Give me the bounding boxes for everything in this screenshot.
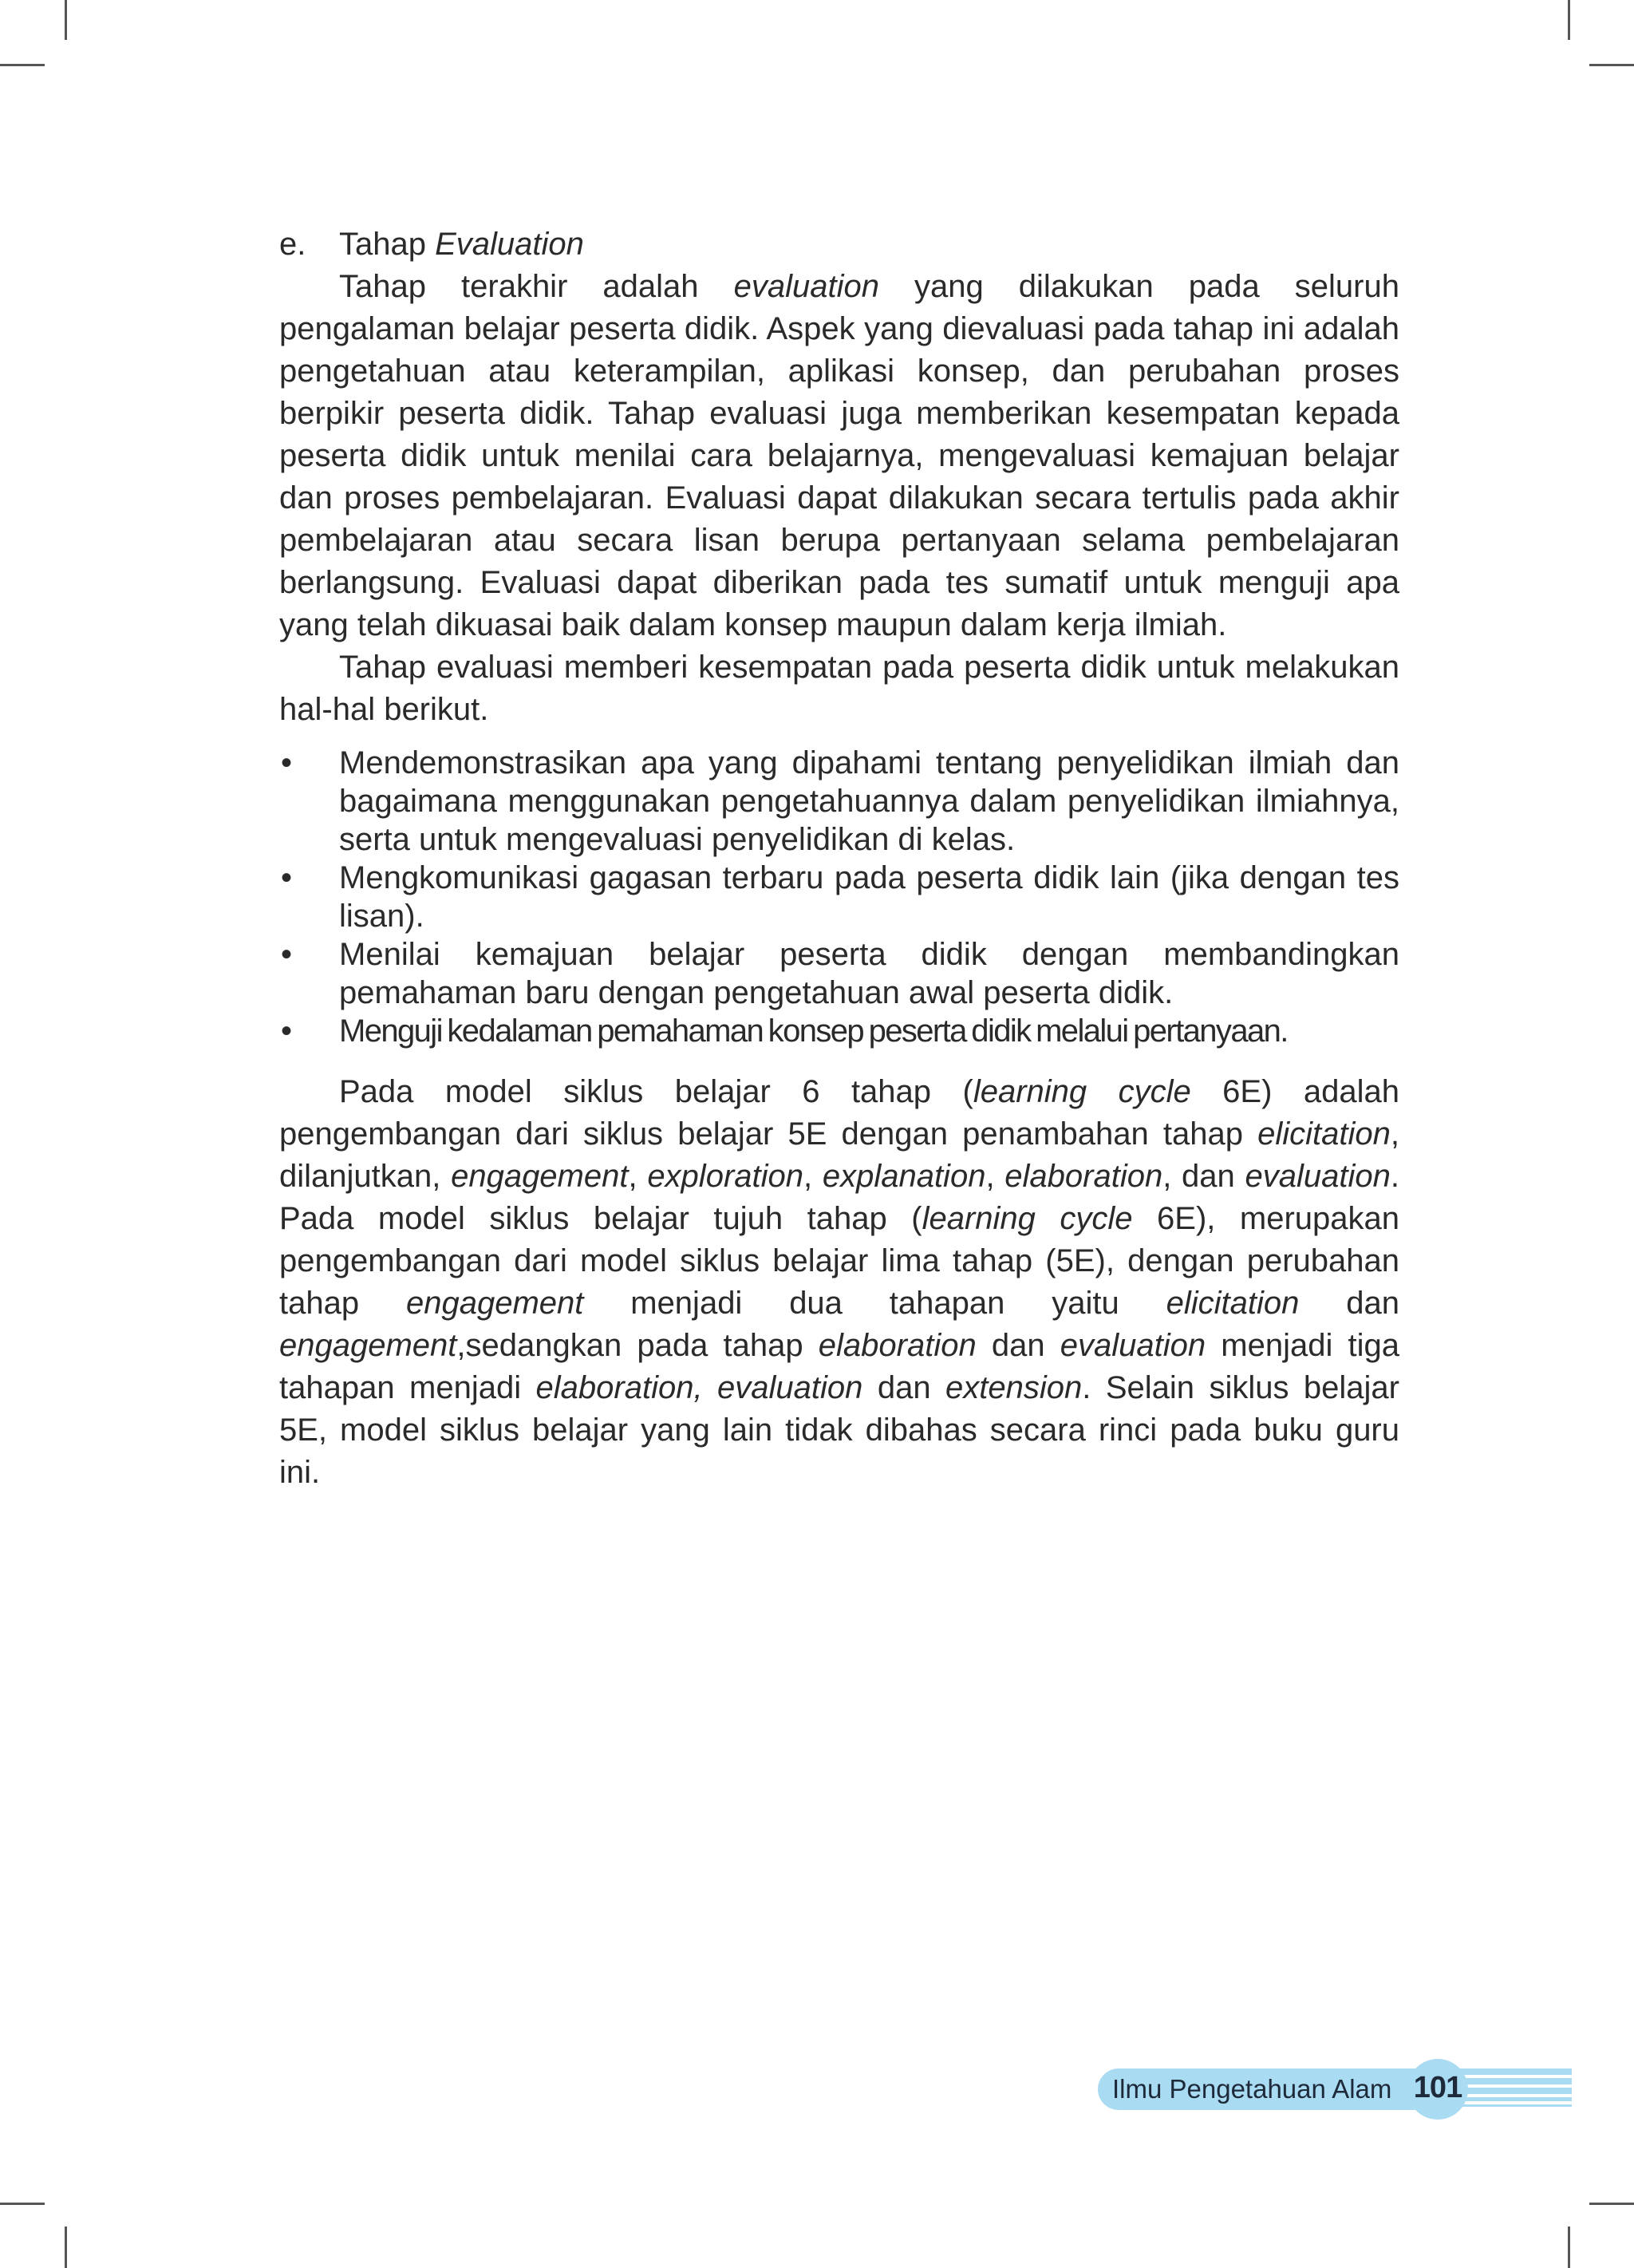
para3-text: , dan xyxy=(1162,1159,1245,1194)
para3-text: ,sedangkan pada tahap xyxy=(456,1328,819,1363)
list-item-text: Menilai kemajuan belajar peserta didik dengan membandingkan pemahaman baru dengan pengetahuan awal peserta didik. xyxy=(339,937,1399,1010)
section-title-plain: Tahap xyxy=(339,227,436,262)
para3-italic: explanation xyxy=(822,1159,986,1194)
crop-mark-bottom-left-v xyxy=(65,2227,67,2268)
list-item xyxy=(279,935,1399,1012)
para3-italic: elaboration xyxy=(1004,1159,1163,1194)
para3-italic: evaluation xyxy=(1245,1159,1391,1194)
page-number: 101 xyxy=(1413,2071,1462,2104)
para3-italic: learning cycle xyxy=(922,1201,1133,1236)
para3-text: menjadi tiga tahapan menjadi xyxy=(279,1328,1400,1405)
para3-italic: elicitation xyxy=(1257,1116,1391,1152)
para3-italic: engagement xyxy=(279,1328,457,1363)
para3-text: dan xyxy=(1299,1286,1399,1321)
paragraph-intro-list: Tahap evaluasi memberi kesempatan pada peserta didik untuk melakukan hal-hal berikut. xyxy=(279,650,1399,727)
para3-italic: evaluation xyxy=(1060,1328,1206,1363)
list-item xyxy=(279,1012,1399,1050)
para3-text: , xyxy=(985,1159,1005,1194)
para3-text: dan xyxy=(862,1370,946,1405)
page-content xyxy=(279,223,1399,1494)
section-marker: e. xyxy=(279,227,306,262)
para3-text: 6E), merupakan pengembangan dari model siklus belajar lima tahap (5E), dengan perubahan tahap xyxy=(279,1201,1399,1321)
para3-text: , xyxy=(628,1159,648,1194)
page-footer xyxy=(1098,2057,1572,2121)
crop-mark-bottom-right-h xyxy=(1589,2203,1634,2205)
list-item-text: Mendemonstrasikan apa yang dipahami tentang penyelidikan ilmiah dan bagaimana menggunakan pengetahuannya dalam penyelidikan ilmiahnya, serta untuk mengevaluasi penyelidikan di kelas. xyxy=(339,745,1399,857)
crop-mark-top-right-v xyxy=(1568,0,1570,40)
section-title-italic: Evaluation xyxy=(435,227,584,262)
bullet-icon: • xyxy=(281,1013,291,1049)
list-item xyxy=(279,859,1399,935)
para3-text: , dilanjutkan, xyxy=(279,1116,1399,1194)
para1-text-1: Tahap terakhir adalah xyxy=(339,269,734,304)
para3-text: dan xyxy=(976,1328,1060,1363)
crop-mark-bottom-left-h xyxy=(0,2203,45,2205)
para3-italic: engagement xyxy=(451,1159,629,1194)
book-title: Ilmu Pengetahuan Alam xyxy=(1112,2074,1392,2104)
para3-italic: elicitation xyxy=(1166,1286,1300,1321)
para1-text-2: yang dilakukan pada seluruh pengalaman belajar peserta didik. Aspek yang dievaluasi pada tahap ini adalah pengetahuan atau keterampilan, aplikasi konsep, dan perubahan proses berpikir peserta didik. Tahap evaluasi juga memberikan kesempatan kepada peserta didik untuk menilai cara belajarnya, mengevaluasi kemajuan belajar dan proses pembelajaran. Evaluasi dapat dilakukan secara tertulis pada akhir pembelajaran atau secara lisan berupa pertanyaan selama pembelajaran berlangsung. Evaluasi dapat diberikan pada tes sumatif untuk menguji apa yang telah dikuasai baik dalam konsep maupun dalam kerja ilmiah. xyxy=(279,269,1399,642)
para3-italic: engagement xyxy=(405,1286,584,1321)
para3-text: , xyxy=(803,1159,823,1194)
para3-text: menjadi dua tahapan yaitu xyxy=(583,1286,1166,1321)
para3-text: . Pada model siklus belajar tujuh tahap ( xyxy=(279,1159,1399,1236)
para3-text: . Selain siklus belajar 5E, model siklus belajar yang lain tidak dibahas secara rinci pada buku guru ini. xyxy=(279,1370,1399,1490)
para3-text: Pada model siklus belajar 6 tahap ( xyxy=(339,1074,973,1109)
list-item-text: Menguji kedalaman pemahaman konsep peserta didik melalui pertanyaan. xyxy=(339,1013,1288,1049)
para3-italic: elaboration, evaluation xyxy=(535,1370,863,1405)
crop-mark-bottom-right-v xyxy=(1568,2227,1570,2268)
para3-italic: elaboration xyxy=(818,1328,977,1363)
bullet-icon: • xyxy=(281,937,293,972)
para3-italic: exploration xyxy=(647,1159,803,1194)
list-item-text: Mengkomunikasi gagasan terbaru pada peserta didik lain (jika dengan tes lisan). xyxy=(339,860,1399,934)
para3-text: 6E) adalah pengembangan dari siklus belajar 5E dengan penambahan tahap xyxy=(279,1074,1399,1152)
para1-italic-1: evaluation xyxy=(733,269,879,304)
para3-italic: learning cycle xyxy=(973,1074,1191,1109)
list-item xyxy=(279,744,1399,859)
para3-italic: extension xyxy=(945,1370,1083,1405)
paragraph-learning-cycle xyxy=(279,1071,1399,1494)
bullet-icon: • xyxy=(281,860,293,895)
bullet-icon: • xyxy=(281,745,293,780)
crop-mark-top-left-h xyxy=(0,64,45,66)
paragraph-evaluation xyxy=(279,266,1399,646)
crop-mark-top-left-v xyxy=(65,0,67,40)
crop-mark-top-right-h xyxy=(1589,64,1634,66)
bullet-list xyxy=(279,744,1399,1050)
section-heading xyxy=(279,223,1399,266)
